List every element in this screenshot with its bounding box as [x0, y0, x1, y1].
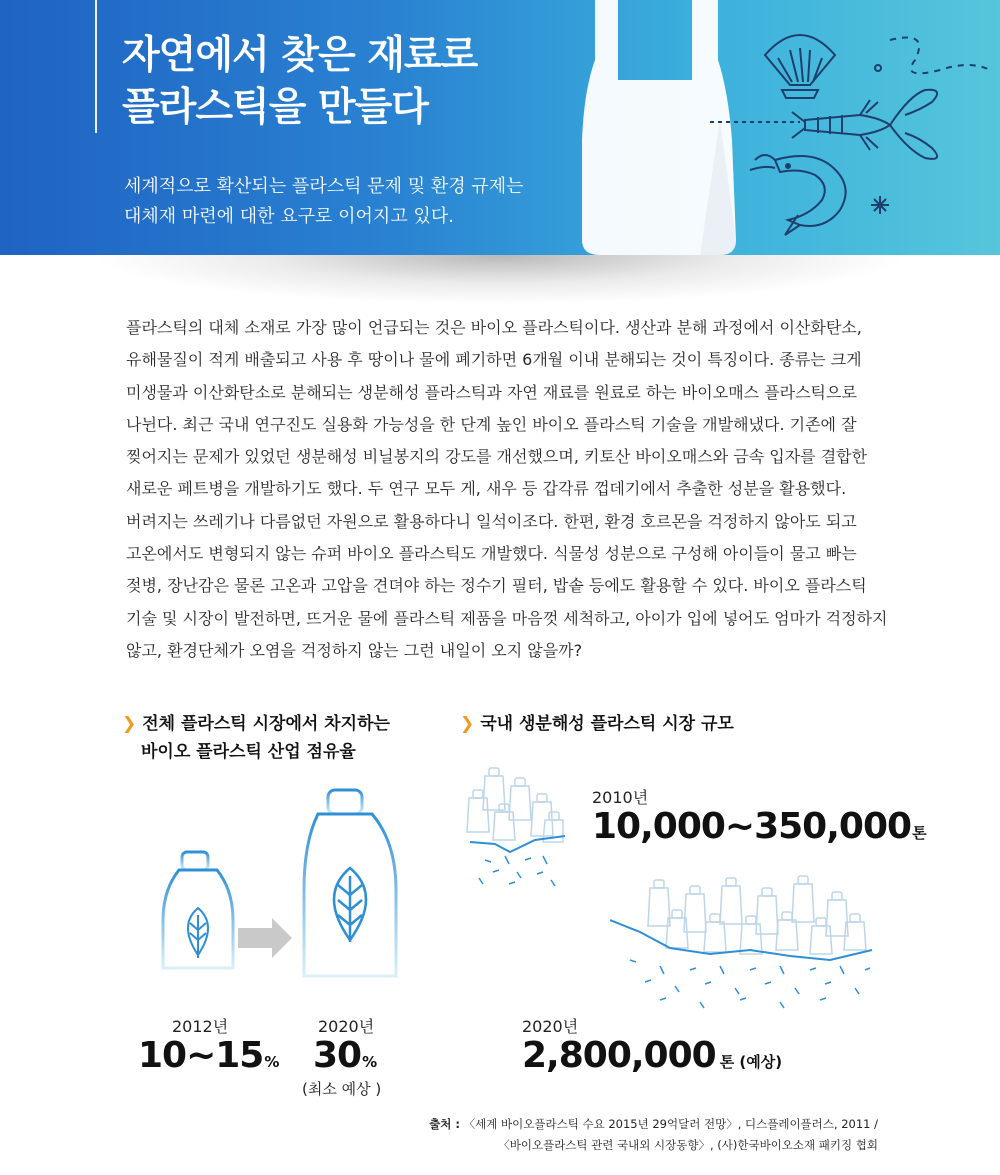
page-subtitle-line-1: 세계적으로 확산되는 플라스틱 문제 및 환경 규제는 — [124, 176, 524, 197]
bottle-comparison-illustration — [160, 780, 400, 980]
soil-marks-icon — [479, 856, 555, 886]
year-label-2020-market: 2020년 — [522, 1017, 579, 1036]
share-value-2012 — [138, 1035, 279, 1076]
source-citation — [429, 1114, 878, 1156]
share-value-2020-unit: % — [362, 1053, 378, 1071]
body-line: 고온에서도 변형되지 않는 슈퍼 바이오 플라스틱도 개발했다. 식물성 성분으로 구성해 아이들이 물고 빠는 — [126, 544, 857, 564]
source-label: 출처 : — [429, 1117, 461, 1131]
market-value-2010 — [592, 806, 927, 847]
page-subtitle-line-2: 대체재 마련에 대한 요구로 이어지고 있다. — [124, 206, 454, 227]
share-value-2012-number: 10~15 — [138, 1035, 264, 1076]
market-value-2020-number: 2,800,000 — [522, 1035, 716, 1076]
shell-icon — [765, 35, 835, 98]
bottle-pile-icon — [648, 876, 866, 954]
left-section-title-line-1: 전체 플라스틱 시장에서 차지하는 — [142, 714, 390, 734]
left-section-title — [122, 710, 390, 766]
share-value-2012-unit: % — [264, 1053, 280, 1071]
hero-shadow — [90, 255, 910, 305]
large-bottle-pile-illustration — [610, 870, 880, 1010]
page-title-line-1: 자연에서 찾은 재료로 — [122, 33, 478, 78]
shrimp-icon — [750, 155, 846, 235]
hero-illustration — [560, 0, 1000, 255]
share-value-2020 — [313, 1035, 377, 1076]
body-line: 새로운 페트병을 개발하기도 했다. 두 연구 모두 게, 새우 등 갑각류 껍데기에서 추출한 성분을 활용했다. — [126, 479, 847, 499]
hero-banner — [0, 0, 1000, 255]
body-line: 유해물질이 적게 배출되고 사용 후 땅이나 물에 폐기하면 6개월 이내 분해되는 것이 특징이다. 종류는 크게 — [126, 350, 862, 370]
left-section-title-line-2: 바이오 플라스틱 산업 점유율 — [141, 742, 356, 762]
body-line: 젖병, 장난감은 물론 고온과 고압을 견뎌야 하는 정수기 필터, 밥솥 등에도 활용할 수 있다. 바이오 플라스틱 — [126, 576, 867, 596]
dashed-line-icon — [890, 38, 990, 74]
arrow-right-icon — [238, 918, 292, 958]
body-line: 버려지는 쓰레기나 다름없던 자원으로 활용하다니 일석이조다. 한편, 환경 호르몬을 걱정하지 않아도 되고 — [126, 511, 857, 531]
share-note-2020: (최소 예상 ) — [302, 1080, 382, 1098]
body-line: 나뉜다. 최근 국내 연구진도 실용화 가능성을 한 단계 높인 바이오 플라스틱 기술을 개발해냈다. 기존에 잘 — [126, 414, 857, 434]
source-line-2: 〈바이오플라스틱 관련 국내외 시장동향〉, (사)한국바이오소재 패키징 협회 — [498, 1138, 878, 1152]
lobster-icon — [792, 90, 937, 159]
market-value-2020-unit: 톤 (예상) — [719, 1053, 783, 1071]
body-line: 않고, 환경단체가 오염을 걱정하지 않는 그런 내일이 오지 않을까? — [126, 640, 583, 660]
right-section-title — [460, 710, 734, 738]
body-line: 미생물과 이산화탄소로 분해되는 생분해성 플라스틱과 자연 재료를 원료로 하는 바이오매스 플라스틱으로 — [126, 382, 857, 402]
market-value-2010-unit: 톤 — [912, 824, 927, 842]
small-bottle-pile-illustration — [465, 760, 575, 890]
leaf-icon — [334, 868, 366, 942]
page-subtitle — [124, 172, 523, 232]
share-value-2020-number: 30 — [313, 1035, 362, 1076]
body-line: 플라스틱의 대체 소재로 가장 많이 언급되는 것은 바이오 플라스틱이다. 생산과 분해 과정에서 이산화탄소, — [126, 318, 862, 337]
right-section-title-text: 국내 생분해성 플라스틱 시장 규모 — [480, 714, 734, 734]
body-line: 찢어지는 문제가 있었던 생분해성 비닐봉지의 강도를 개선했으며, 키토산 바이오매스와 금속 입자를 결합한 — [126, 447, 868, 467]
hero-divider-line — [95, 0, 97, 133]
sparkle-icon — [871, 196, 889, 214]
chevron-right-icon: ❯ — [460, 714, 475, 734]
bottle-pile-icon — [467, 768, 563, 842]
soil-marks-icon — [630, 960, 870, 1008]
market-value-2020 — [522, 1035, 782, 1076]
chevron-right-icon: ❯ — [122, 714, 137, 734]
page-title-line-2: 플라스틱을 만들다 — [122, 85, 428, 130]
market-value-2010-number: 10,000~350,000 — [592, 806, 912, 847]
body-line: 기술 및 시장이 발전하면, 뜨거운 물에 플라스틱 제품을 마음껏 세척하고, 아이가 입에 넣어도 엄마가 걱정하지 — [126, 608, 888, 628]
source-line-1: 〈세계 바이오플라스틱 수요 2015년 29억달러 전망〉, 디스플레이플러스, 2011 / — [463, 1117, 878, 1131]
leaf-icon — [188, 908, 208, 958]
year-label-2012: 2012년 — [172, 1017, 229, 1036]
page-title — [122, 30, 477, 134]
year-label-2010: 2010년 — [592, 788, 649, 807]
year-label-2020-share: 2020년 — [318, 1017, 375, 1036]
article-body — [126, 312, 906, 667]
